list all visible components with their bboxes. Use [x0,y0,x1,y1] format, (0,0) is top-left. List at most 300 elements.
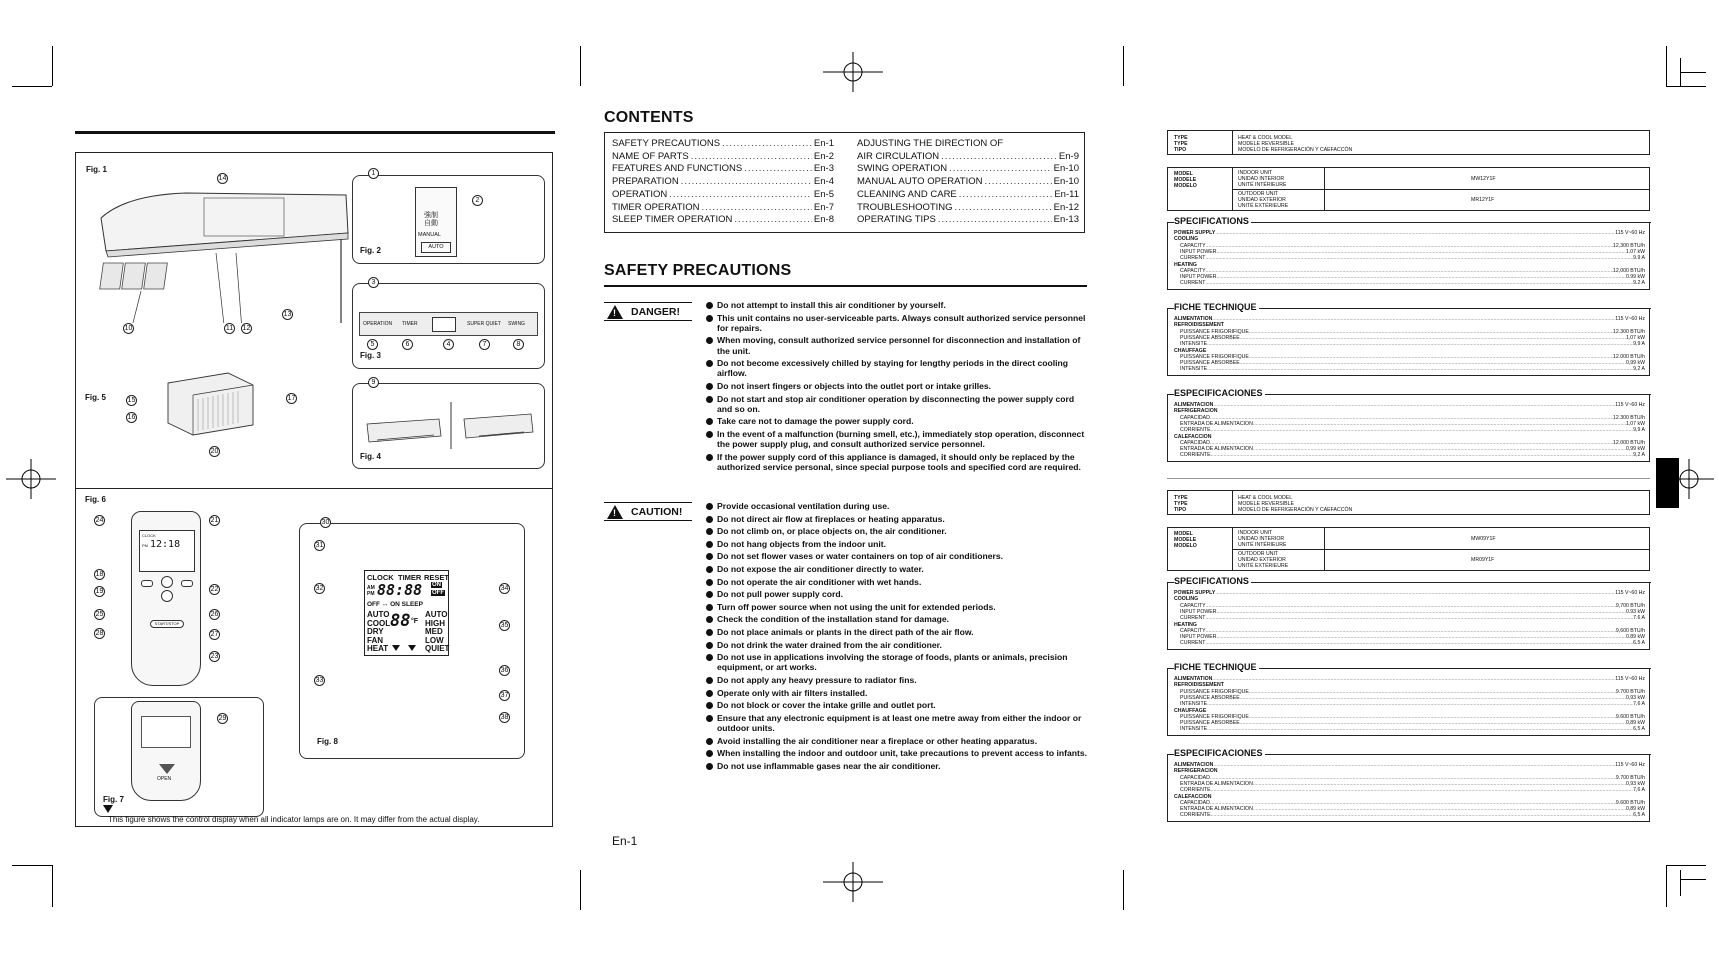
spec-row-leader [1207,701,1633,707]
toc-entry-title: SAFETY PRECAUTIONS [612,138,721,149]
toc-leader [949,163,1052,174]
lcd-mode-heat: HEAT [367,644,389,653]
lcd-temp-unit: °F [411,618,419,625]
spec-row-leader [1253,806,1626,812]
callout-27: 27 [210,631,219,638]
spec-row-leader [1249,354,1613,360]
registration-mark-top [823,52,883,92]
callout-29: 29 [218,715,227,722]
spec-row-label: ENTRADA DE ALIMENTACIÓN [1180,420,1253,427]
type-box [1167,490,1650,515]
remote-pm-label: PM [142,543,148,548]
spec-row-leader [1240,720,1626,726]
toc-leader [691,151,812,162]
toc-entry-page: En-12 [1053,201,1079,213]
spec-row-value: 0.93 kW [1625,608,1645,615]
down-arrow-icon [103,805,113,813]
spec-row-leader [1217,609,1626,615]
danger-item: Do not start and stop air conditioner operation by disconnecting the power supply cord and so on. [706,394,1091,414]
fig8-label: Fig. 8 [317,737,338,746]
spec-row-label: CALEFACCIÓN [1174,433,1212,440]
danger-label-box [604,302,692,321]
toc-leader [959,189,1053,200]
caution-label: CAUTION! [631,505,683,518]
toc-entry[interactable] [612,151,834,162]
caution-item: Operate only with air filters installed. [706,688,1091,698]
indoor-unit-label: UNIDAD INTERIOR [1238,176,1285,182]
spec-row-value: 0,89 kW [1625,806,1645,813]
toc-entry-title: OPERATING TIPS [857,214,936,226]
spec-row-label: POWER SUPPLY [1174,590,1216,596]
spec-row [1180,446,1645,452]
toc-entry[interactable] [857,151,1079,162]
spec-row [1180,268,1645,274]
lcd-fan-med: MED [425,627,443,636]
swing-drawing [359,394,539,454]
remote-back [131,701,201,801]
model-box [1167,527,1650,571]
callout-8: 8 [513,339,524,350]
spec-row [1180,800,1645,806]
lcd-pm: PM [367,591,375,597]
spec-row-leader [1211,427,1634,433]
toc-entry[interactable] [612,202,834,213]
remote-up-button[interactable] [161,576,173,588]
remote-down-button[interactable] [161,590,173,602]
spec-row [1174,316,1645,322]
callout-33: 33 [315,677,324,684]
callout-7: 7 [479,339,490,350]
spec-row [1174,262,1645,268]
spec-row [1180,335,1645,341]
lcd-on: ON [432,582,441,588]
spec-row-value: 9,2 A [1633,452,1645,459]
toc-entry-page: En-10 [1053,176,1079,188]
caution-item: Do not place animals or plants in the direct path of the air flow. [706,627,1091,637]
callout-23: 23 [210,653,219,660]
manual-auto-button[interactable]: AUTO [421,242,451,253]
spec-row-label: CAPACITY [1180,242,1206,249]
callout-34: 34 [500,585,509,592]
outdoor-unit-labels [1238,551,1288,569]
toc-entry[interactable] [857,202,1079,213]
spec-row-label: PUISSANCE ABSORBEE [1180,720,1240,727]
callout-17: 17 [287,395,296,402]
type-value: HEAT & COOL MODEL [1238,135,1293,141]
spec-row-label: CURRENT [1180,615,1206,622]
spec-row-label: CAPACIDAD [1180,414,1210,421]
lcd-off: OFF [432,590,444,596]
type-value: MODELO DE REFRIGERACIÓN Y CAEFACCÓN [1238,507,1353,513]
type-separator [1232,491,1233,514]
spec-row [1174,230,1645,236]
spec-row-value: 115 V~60 Hz [1615,676,1645,682]
figures-top-rule [75,131,555,134]
type-value: MODELO DE REFRIGERACIÓN Y CAEFACCÓN [1238,147,1353,153]
spec-row [1180,615,1645,621]
battery-compartment [141,716,191,748]
callout-19: 19 [95,588,104,595]
danger-item: Do not attempt to install this air conditioner by yourself. [706,300,1091,310]
type-value: MODELE REVERSIBLE [1238,141,1294,147]
toc-entry-title: SLEEP TIMER OPERATION [612,214,733,226]
spec-row-value: 0,99 kW [1625,360,1645,367]
toc-entry-page: En-2 [813,150,834,162]
fig4-box [352,383,545,469]
toc-entry-title: FEATURES AND FUNCTIONS [612,163,743,175]
spec-row-label: INTENSITE [1180,341,1208,348]
callout-15: 15 [127,397,136,404]
callout-5: 5 [367,339,378,350]
spec-row [1180,255,1645,261]
fig6-label: Fig. 6 [85,495,106,504]
lcd-fan-auto: AUTO [425,610,448,619]
spec-row-leader [1212,676,1615,682]
spec-row-label: REFRIGERACIÓN [1174,408,1218,415]
caution-item: Ensure that any electronic equipment is at least one metre away from either the indoor or outdoor units. [706,713,1091,733]
indoor-model: MW12Y1F [1471,176,1496,182]
spec-row [1174,236,1645,242]
spec-row [1174,434,1645,440]
spec-row [1180,609,1645,615]
spec-row-value: 6.5 A [1633,640,1645,647]
lcd-mode-auto: AUTO [367,610,390,619]
outdoor-unit-label: OUTDOOR UNIT [1238,191,1279,197]
toc-entry-page: En-4 [813,176,834,188]
spec-row-leader [1212,316,1615,322]
panel-btn-timer[interactable]: TIMER [402,321,418,327]
type-box [1167,130,1650,155]
spec-row-value: 115 V~60 Hz [1615,230,1645,236]
caution-item: Do not operate the air conditioner with wet hands. [706,577,1091,587]
danger-list [706,300,1091,475]
type-labels [1174,495,1188,513]
spec-row-label: REFRIGERACIÓN [1174,768,1218,775]
panel-btn-operation[interactable]: OPERATION [363,321,393,327]
remote-start-stop-button[interactable]: START/STOP [150,620,184,628]
type-label: TIPO [1174,147,1187,153]
spec-row-label: HEATING [1174,621,1197,628]
spec-row-leader [1205,615,1633,621]
spec-row-leader [1217,274,1626,280]
spec-row [1180,781,1645,787]
spec-row [1180,695,1645,701]
spec-row [1174,768,1645,774]
figure-caption: This figure shows the control display when all indicator lamps are on. It may differ from the actual display. [108,815,480,824]
outdoor-model: MR09Y1F [1471,557,1495,563]
spec-row [1180,354,1645,360]
spec-row [1174,762,1645,768]
spec-row-leader [1206,268,1613,274]
toc-entry-title: PREPARATION [612,176,679,188]
spec-row [1180,634,1645,640]
caution-item: Do not block or cover the intake grille and outlet port. [706,700,1091,710]
lcd-mode-dry: DRY [367,627,384,636]
spec-row-value: 9.600 BTU/h [1615,713,1645,720]
callout-12: 12 [242,325,251,332]
lcd-reset: RESET [424,573,450,582]
remote-button-right[interactable] [181,580,193,587]
spec-row-leader [1210,440,1613,446]
caution-item: Provide occasional ventilation during use. [706,501,1091,511]
spec-table-fiche [1167,302,1650,376]
danger-item: When moving, consult authorized service personnel for disconnection and installation of the unit. [706,335,1091,355]
toc-entry-title: NAME OF PARTS [612,150,689,162]
spec-row-value: 115 V~60 Hz [1615,590,1645,596]
registration-mark-left [6,459,56,499]
spec-table-title: SPECIFICATIONS [1174,576,1249,586]
callout-30: 30 [321,519,330,526]
spec-row-value: 1,07 kW [1625,334,1645,341]
toc-leader [701,202,811,213]
spec-row-leader [1207,726,1633,732]
spec-row-value: 12,300 BTU/h [1612,242,1645,249]
outdoor-unit-label: UNITÉ EXTÉRIEURE [1238,563,1289,569]
toc-entry-title: CLEANING AND CARE [857,188,957,200]
toc-entry-page: En-9 [1058,150,1079,162]
lcd-timer: TIMER [398,573,422,582]
caution-label-box [604,502,692,521]
remote-button-left[interactable] [141,580,153,587]
toc-entry[interactable] [857,163,1079,174]
callout-1: 1 [368,168,379,179]
caution-item: Do not use inflammable gases near the air conditioner. [706,761,1091,771]
toc-entry[interactable] [612,176,834,187]
caution-item: Do not climb on, or place objects on, the air conditioner. [706,526,1091,536]
spec-row-value: 7.6 A [1633,615,1645,622]
lcd-mode-fan: FAN [367,635,383,645]
spec-row [1174,322,1645,328]
remote-clock-label: CLOCK [142,533,156,538]
lcd-fan-high: HIGH [425,618,445,628]
spec-row [1180,440,1645,446]
spec-row-value: 115 V~60 Hz [1615,316,1645,322]
lcd-mode-cool: COOL [367,618,391,628]
toc-entry[interactable] [857,176,1079,187]
spec-row-label: CORRIENTE [1180,787,1211,794]
spec-row-label: INPUT POWER [1180,248,1217,255]
model-label: MODEL [1174,171,1193,177]
spec-row-label: CORRIENTE [1180,427,1211,434]
toc-entry[interactable] [612,189,834,200]
spec-row-label: PUISSANCE ABSORBEE [1180,334,1240,341]
spec-row-value: 9.700 BTU/h [1615,774,1645,781]
callout-13: 13 [283,311,292,318]
spec-row-label: CURRENT [1180,255,1206,262]
indoor-unit-label: INDOOR UNIT [1238,530,1273,536]
spec-row-label: POWER SUPPLY [1174,230,1216,236]
spec-row-value: 0,93 kW [1625,780,1645,787]
caution-item: Avoid installing the air conditioner near a fireplace or other heating apparatus. [706,736,1091,746]
spec-row-value: 12,000 BTU/h [1612,267,1645,274]
outdoor-unit-label: OUTDOOR UNIT [1238,551,1279,557]
spec-row-leader [1207,366,1633,372]
fig3-box [352,283,545,369]
indoor-model: MW09Y1F [1471,536,1496,542]
model-label: MODELE [1174,177,1197,183]
callout-36: 36 [500,667,509,674]
lcd-temp: 88 [390,611,411,631]
spec-row-label: COOLING [1174,236,1199,243]
spec-row-leader [1206,628,1616,634]
model-box [1167,167,1650,211]
spec-row [1174,590,1645,596]
outdoor-unit-label: UNIDAD EXTERIOR [1238,557,1286,563]
callout-26: 26 [210,611,219,618]
spec-row [1180,366,1645,372]
model-separator [1232,549,1649,550]
spec-row [1180,812,1645,818]
indoor-unit-label: UNITÉ INTÉRIEURE [1238,542,1287,548]
callout-11: 11 [225,325,234,332]
danger-item: This unit contains no user-serviceable parts. Always consult authorized service personnel for repairs. [706,313,1091,333]
spec-row [1180,249,1645,255]
type-label: TYPE [1174,495,1188,501]
spec-row-value: 115 V~60 Hz [1615,402,1645,408]
toc-leader [938,214,1052,225]
registration-mark-bottom [823,862,883,902]
control-panel-strip [359,312,538,336]
callout-3: 3 [368,277,379,288]
danger-item: Take care not to damage the power supply cord. [706,416,1091,426]
spec-row [1174,708,1645,714]
spec-row-label: CORRIENTE [1180,452,1211,459]
spec-table-especificaciones [1167,748,1650,822]
lcd-down-arrow-icon [392,645,400,651]
spec-row-leader [1213,762,1615,768]
spec-row [1180,274,1645,280]
toc-entry[interactable] [857,189,1079,200]
spec-row [1180,329,1645,335]
spec-row [1180,280,1645,286]
indoor-unit-labels [1238,530,1286,548]
toc-entry-page: En-5 [813,188,834,200]
manual-auto-panel [415,187,457,257]
spec-table-especificaciones [1167,388,1650,462]
type-values [1238,495,1352,513]
outdoor-model: MR12Y1F [1471,197,1495,203]
fig3-label: Fig. 3 [360,351,381,360]
lcd-fan-low: LOW [425,635,444,645]
toc-entry[interactable] [612,138,834,149]
lcd-fan-quiet: QUIET [425,644,450,653]
remote-time: 12:18 [150,539,181,550]
spec-table-title: FICHE TECHNIQUE [1174,662,1257,672]
caution-item: Do not pull power supply cord. [706,589,1091,599]
spec-row-leader [1207,341,1633,347]
spec-row-label: CHAUFFAGE [1174,707,1207,714]
spec-row-leader [1211,787,1634,793]
spec-row [1180,421,1645,427]
indoor-unit-label: UNITÉ INTÉRIEURE [1238,182,1287,188]
spec-row [1180,628,1645,634]
callout-18: 18 [95,571,104,578]
callout-24: 24 [95,517,104,524]
spec-row-leader [1215,590,1615,596]
spec-row-leader [1215,230,1615,236]
spec-row-leader [1253,781,1626,787]
spec-row-leader [1205,255,1633,261]
spec-row-label: CURRENT [1180,280,1206,287]
callout-21: 21 [210,517,219,524]
spec-row [1180,415,1645,421]
open-arrow-icon [159,764,175,774]
remote-control [131,511,201,686]
toc-leader [669,189,812,200]
spec-row-label: ALIMENTATION [1174,316,1213,322]
spec-row-label: PUISSANCE FRIGORIFIQUE [1180,353,1249,360]
spec-row-label: CHAUFFAGE [1174,347,1207,354]
toc-entry[interactable] [857,138,1077,149]
caution-item: Do not apply any heavy pressure to radiator fins. [706,675,1091,685]
spec-row-value: 1.07 kW [1625,248,1645,255]
spec-row-value: 0,89 kW [1625,720,1645,727]
spec-row [1174,682,1645,688]
callout-35: 35 [500,622,509,629]
spec-row-value: 0.99 kW [1625,274,1645,281]
spec-row-label: INPUT POWER [1180,274,1217,281]
toc-entry-title: MANUAL AUTO OPERATION [857,176,983,188]
spec-row-leader [1211,452,1634,458]
model-labels [1174,171,1197,189]
spec-row-label: CAPACITY [1180,627,1206,634]
spec-row-leader [1210,775,1616,781]
callout-20: 20 [210,448,219,455]
spec-row [1174,794,1645,800]
spec-row [1174,676,1645,682]
panel-btn-super-quiet[interactable]: SUPER QUIET [467,321,501,327]
toc-entry-title: TROUBLESHOOTING [857,201,953,213]
spec-row-leader [1205,640,1633,646]
toc-entry[interactable] [857,214,1079,225]
caution-item: Do not use in applications involving the storage of foods, plants or animals, precision equipment, or art works. [706,652,1091,672]
spec-row-leader [1249,689,1616,695]
lcd-off-on-sleep: OFF ↔ ON SLEEP [367,601,423,608]
toc-entry[interactable] [612,163,834,174]
spec-row-label: INTENSITE [1180,701,1208,708]
lcd-fan-speeds [425,611,449,654]
spec-row [1180,714,1645,720]
spec-row-label: INPUT POWER [1180,608,1217,615]
toc-entry-title: AIR CIRCULATION [857,150,940,162]
spec-row-label: ENTRADA DE ALIMENTACIÓN [1180,806,1253,813]
spec-row-value: 9,9 A [1633,427,1645,434]
fig4-label: Fig. 4 [360,452,381,461]
spec-row-leader [1205,280,1633,286]
safety-title: SAFETY PRECAUTIONS [604,262,792,279]
toc-leader [744,163,812,174]
spec-row-value: 6,5 A [1633,812,1645,819]
outdoor-unit-label: UNIDAD EXTERIOR [1238,197,1286,203]
panel-btn-swing[interactable]: SWING [508,321,525,327]
panel-display [432,317,456,332]
spec-row-leader [1210,800,1616,806]
spec-row-label: ALIMENTACIÓN [1174,402,1214,408]
spec-table-specifications [1167,216,1650,290]
callout-9: 9 [368,377,379,388]
danger-item: Do not become excessively chilled by staying for lengthy periods in the direct cooling airflow. [706,358,1091,378]
spec-row-value: 12.000 BTU/h [1612,353,1645,360]
callout-38: 38 [500,714,509,721]
spec-row-leader [1217,634,1626,640]
spec-row [1180,452,1645,458]
spec-row-leader [1249,714,1616,720]
callout-6: 6 [402,339,413,350]
spec-row-label: PUISSANCE ABSORBEE [1180,694,1240,701]
toc-entry[interactable] [612,214,834,225]
danger-item: In the event of a malfunction (burning smell, etc.), immediately stop operation, disconnect the power supply plug, and consult authorized service personnel. [706,429,1091,449]
spec-row [1180,243,1645,249]
